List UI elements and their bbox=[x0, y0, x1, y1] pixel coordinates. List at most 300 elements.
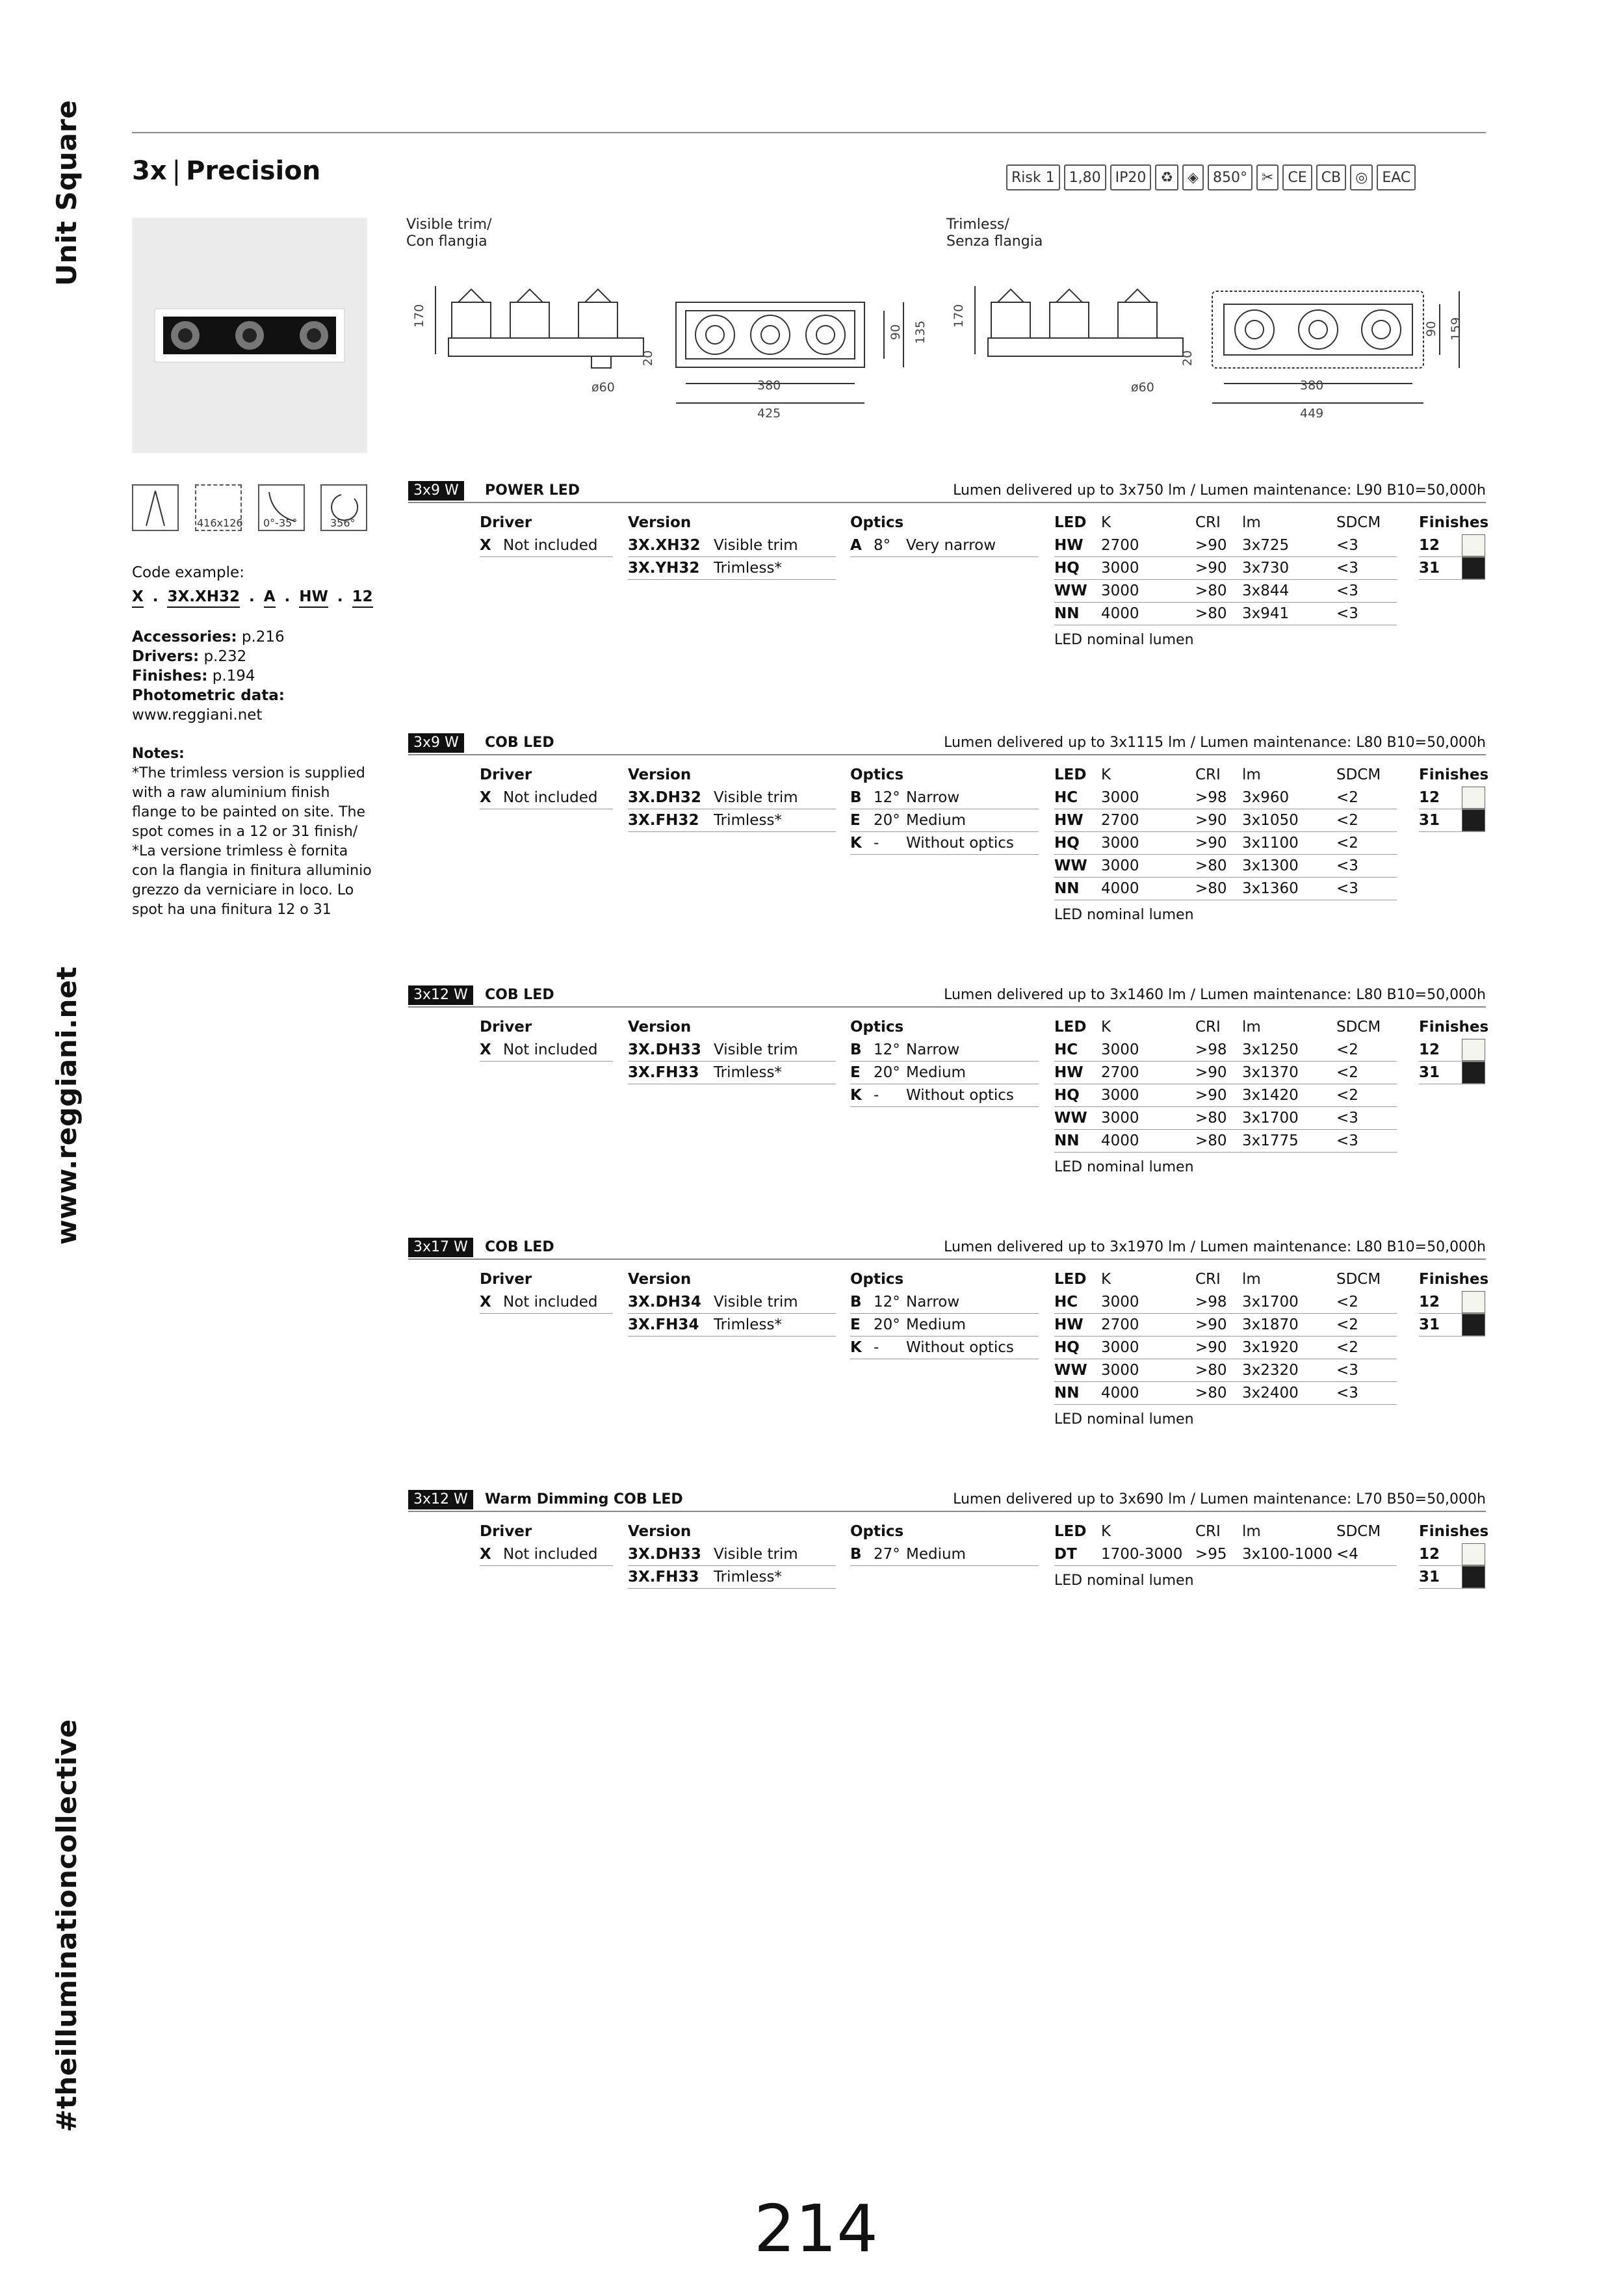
driver-code: X bbox=[480, 1546, 491, 1563]
lumen-info: Lumen delivered up to 3x1115 lm / Lumen maintenance: L80 B10=50,000h bbox=[944, 735, 1486, 751]
led-lm: 3x1100 bbox=[1242, 835, 1299, 852]
cert-icon: ♻ bbox=[1155, 164, 1178, 190]
dim-d60a: ø60 bbox=[591, 380, 615, 395]
version-desc: Trimless* bbox=[714, 560, 782, 577]
led-col-lm: lm bbox=[1242, 1271, 1261, 1288]
finish-swatch bbox=[1462, 787, 1485, 809]
led-lm: 3x1775 bbox=[1242, 1132, 1299, 1149]
finishes-column bbox=[1419, 511, 1489, 580]
optics-angle: 12° bbox=[874, 1294, 900, 1311]
finishes-header: Finishes bbox=[1419, 1271, 1489, 1288]
spec-section bbox=[408, 481, 1489, 648]
dim-h135: 135 bbox=[913, 320, 928, 345]
optics-code: A bbox=[850, 537, 862, 554]
led-k: 2700 bbox=[1101, 812, 1139, 829]
led-sd: <2 bbox=[1336, 1316, 1358, 1333]
driver-code: X bbox=[480, 1041, 491, 1058]
finish-row bbox=[1419, 1543, 1485, 1566]
version-code: 3X.DH32 bbox=[628, 789, 701, 806]
led-c: NN bbox=[1054, 880, 1080, 897]
finish-code: 31 bbox=[1419, 560, 1440, 577]
driver-desc: Not included bbox=[503, 1041, 598, 1058]
led-col-lm: lm bbox=[1242, 514, 1261, 531]
driver-code: X bbox=[480, 1294, 491, 1311]
version-row bbox=[628, 809, 836, 832]
cert-icon: 850° bbox=[1208, 164, 1253, 190]
power-badge: 3x12 W bbox=[408, 985, 473, 1005]
led-row bbox=[1054, 1314, 1397, 1337]
optics-header: Optics bbox=[850, 1019, 904, 1036]
notes bbox=[132, 744, 372, 920]
led-sd: <2 bbox=[1336, 789, 1358, 806]
driver-code: X bbox=[480, 537, 491, 554]
led-cri: >80 bbox=[1195, 1132, 1227, 1149]
led-column bbox=[1054, 511, 1397, 648]
led-k: 3000 bbox=[1101, 582, 1139, 599]
finish-row bbox=[1419, 1566, 1485, 1589]
led-lm: 3x100-1000 bbox=[1242, 1546, 1332, 1563]
led-row bbox=[1054, 557, 1397, 580]
optics-row bbox=[850, 1291, 1039, 1314]
lumen-info: Lumen delivered up to 3x690 lm / Lumen maintenance: L70 B50=50,000h bbox=[953, 1491, 1486, 1507]
dim-h90a: 90 bbox=[889, 324, 903, 341]
led-cri: >98 bbox=[1195, 1041, 1227, 1058]
version-desc: Visible trim bbox=[714, 1546, 798, 1563]
version-row bbox=[628, 1062, 836, 1084]
led-row bbox=[1054, 1084, 1397, 1107]
optics-row bbox=[850, 1084, 1039, 1107]
version-header: Version bbox=[628, 766, 692, 783]
led-sd: <3 bbox=[1336, 537, 1358, 554]
optics-angle: 20° bbox=[874, 812, 900, 829]
finish-row bbox=[1419, 1314, 1485, 1337]
led-lm: 3x1700 bbox=[1242, 1110, 1299, 1127]
optics-angle: 27° bbox=[874, 1546, 900, 1563]
led-row bbox=[1054, 832, 1397, 855]
reference-row bbox=[132, 686, 285, 705]
cert-icon: ✂ bbox=[1256, 164, 1279, 190]
optics-desc: Without optics bbox=[906, 835, 1014, 852]
finishes-column bbox=[1419, 763, 1489, 832]
optics-header: Optics bbox=[850, 1523, 904, 1540]
led-lm: 3x1250 bbox=[1242, 1041, 1299, 1058]
led-c: NN bbox=[1054, 1385, 1080, 1402]
led-row bbox=[1054, 580, 1397, 603]
led-c: HW bbox=[1054, 1064, 1084, 1081]
finish-swatch bbox=[1462, 1543, 1485, 1565]
led-lm: 3x2400 bbox=[1242, 1385, 1299, 1402]
nominal-lumen-note: LED nominal lumen bbox=[1054, 1572, 1194, 1589]
version-desc: Visible trim bbox=[714, 537, 798, 554]
side-tag: #theilluminationcollective bbox=[51, 1719, 83, 2132]
version-desc: Trimless* bbox=[714, 1316, 782, 1333]
optics-code: B bbox=[850, 1041, 862, 1058]
product-image bbox=[132, 218, 367, 453]
dim-d20b: 20 bbox=[1180, 350, 1195, 367]
optics-code: B bbox=[850, 1294, 862, 1311]
led-lm: 3x1420 bbox=[1242, 1087, 1299, 1104]
power-badge: 3x12 W bbox=[408, 1490, 473, 1509]
version-row bbox=[628, 534, 836, 557]
led-col-k: K bbox=[1101, 1019, 1111, 1036]
optics-desc: Without optics bbox=[906, 1339, 1014, 1356]
led-col-sdcm: SDCM bbox=[1336, 766, 1381, 783]
led-k: 3000 bbox=[1101, 560, 1139, 577]
optics-angle: 12° bbox=[874, 789, 900, 806]
led-header bbox=[1054, 1268, 1397, 1291]
visible-trim-label: Visible trim/ Con flangia bbox=[406, 216, 492, 250]
optics-desc: Very narrow bbox=[906, 537, 996, 554]
code-separator: . bbox=[152, 588, 159, 605]
version-code: 3X.FH33 bbox=[628, 1569, 699, 1585]
optics-desc: Medium bbox=[906, 1546, 966, 1563]
dim-w380a: 380 bbox=[757, 378, 781, 393]
led-k: 3000 bbox=[1101, 857, 1139, 874]
version-code: 3X.XH32 bbox=[628, 537, 701, 554]
cert-icon: CB bbox=[1316, 164, 1346, 190]
optics-row bbox=[850, 787, 1039, 809]
led-k: 2700 bbox=[1101, 1064, 1139, 1081]
led-lm: 3x1920 bbox=[1242, 1339, 1299, 1356]
finish-code: 12 bbox=[1419, 789, 1440, 806]
finish-code: 12 bbox=[1419, 1294, 1440, 1311]
led-col-cri: CRI bbox=[1195, 514, 1221, 531]
optics-angle: - bbox=[874, 1339, 879, 1356]
optics-desc: Without optics bbox=[906, 1087, 1014, 1104]
led-col-cri: CRI bbox=[1195, 1523, 1221, 1540]
led-col-sdcm: SDCM bbox=[1336, 1019, 1381, 1036]
led-col-k: K bbox=[1101, 766, 1111, 783]
led-lm: 3x730 bbox=[1242, 560, 1290, 577]
led-sd: <3 bbox=[1336, 605, 1358, 622]
optics-code: E bbox=[850, 1064, 861, 1081]
optics-row bbox=[850, 1062, 1039, 1084]
driver-row bbox=[480, 1291, 613, 1314]
optics-desc: Medium bbox=[906, 1316, 966, 1333]
optics-desc: Narrow bbox=[906, 789, 960, 806]
led-row bbox=[1054, 603, 1397, 625]
finish-swatch bbox=[1462, 1039, 1485, 1061]
spec-section bbox=[408, 733, 1489, 923]
dim-h170b: 170 bbox=[952, 304, 967, 328]
lumen-info: Lumen delivered up to 3x1970 lm / Lumen maintenance: L80 B10=50,000h bbox=[944, 1239, 1486, 1255]
finish-swatch bbox=[1462, 534, 1485, 556]
cert-icon: ◎ bbox=[1350, 164, 1373, 190]
version-header: Version bbox=[628, 514, 692, 531]
reference-row bbox=[132, 627, 285, 647]
led-cri: >98 bbox=[1195, 1294, 1227, 1311]
version-row bbox=[628, 787, 836, 809]
led-lm: 3x1050 bbox=[1242, 812, 1299, 829]
led-col-led: LED bbox=[1054, 1523, 1087, 1540]
led-cri: >80 bbox=[1195, 857, 1227, 874]
dim-d60b: ø60 bbox=[1131, 380, 1154, 395]
driver-column bbox=[480, 1268, 613, 1314]
led-lm: 3x1870 bbox=[1242, 1316, 1299, 1333]
finish-row bbox=[1419, 1062, 1485, 1084]
led-cri: >90 bbox=[1195, 537, 1227, 554]
led-row bbox=[1054, 1107, 1397, 1130]
version-code: 3X.FH34 bbox=[628, 1316, 699, 1333]
led-column bbox=[1054, 1015, 1397, 1175]
led-c: HC bbox=[1054, 789, 1078, 806]
led-cri: >80 bbox=[1195, 605, 1227, 622]
finish-swatch bbox=[1462, 809, 1485, 831]
led-k: 3000 bbox=[1101, 1110, 1139, 1127]
finish-swatch bbox=[1462, 1314, 1485, 1336]
finishes-header: Finishes bbox=[1419, 766, 1489, 783]
led-k: 4000 bbox=[1101, 605, 1139, 622]
cert-icon: IP20 bbox=[1110, 164, 1152, 190]
led-c: HW bbox=[1054, 537, 1084, 554]
finishes-header: Finishes bbox=[1419, 514, 1489, 531]
finishes-column bbox=[1419, 1520, 1489, 1589]
optics-angle: 20° bbox=[874, 1064, 900, 1081]
driver-header: Driver bbox=[480, 1019, 532, 1036]
section-header bbox=[408, 985, 1486, 1008]
led-lm: 3x2320 bbox=[1242, 1362, 1299, 1379]
led-sd: <3 bbox=[1336, 1385, 1358, 1402]
led-cri: >80 bbox=[1195, 880, 1227, 897]
led-column bbox=[1054, 1520, 1397, 1589]
led-c: WW bbox=[1054, 1362, 1087, 1379]
led-sd: <2 bbox=[1336, 1064, 1358, 1081]
version-desc: Trimless* bbox=[714, 1064, 782, 1081]
code-separator: . bbox=[248, 588, 255, 605]
title-main: 3x bbox=[132, 156, 167, 186]
version-row bbox=[628, 1314, 836, 1337]
code-example bbox=[132, 587, 373, 608]
led-col-k: K bbox=[1101, 514, 1111, 531]
optics-row bbox=[850, 1337, 1039, 1359]
led-col-cri: CRI bbox=[1195, 1271, 1221, 1288]
led-column bbox=[1054, 1268, 1397, 1428]
dim-w425: 425 bbox=[757, 406, 781, 421]
cert-icon: ◈ bbox=[1182, 164, 1204, 190]
version-row bbox=[628, 1039, 836, 1062]
led-cri: >80 bbox=[1195, 582, 1227, 599]
finishes-header: Finishes bbox=[1419, 1019, 1489, 1036]
version-row bbox=[628, 1291, 836, 1314]
led-k: 1700-3000 bbox=[1101, 1546, 1183, 1563]
beam-symbol bbox=[132, 484, 179, 531]
code-example-label: Code example: bbox=[132, 564, 244, 581]
driver-column bbox=[480, 1015, 613, 1062]
version-column bbox=[628, 1015, 836, 1084]
dim-w449: 449 bbox=[1300, 406, 1324, 421]
technical-drawings bbox=[406, 267, 1495, 429]
led-c: WW bbox=[1054, 857, 1087, 874]
optics-angle: 20° bbox=[874, 1316, 900, 1333]
power-badge: 3x9 W bbox=[408, 733, 464, 753]
cert-icon: 1,80 bbox=[1064, 164, 1106, 190]
led-c: WW bbox=[1054, 1110, 1087, 1127]
led-cri: >90 bbox=[1195, 560, 1227, 577]
code-separator: . bbox=[337, 588, 343, 605]
reference-row bbox=[132, 666, 285, 686]
section-header bbox=[408, 733, 1486, 755]
top-rule bbox=[132, 132, 1486, 133]
source-type: COB LED bbox=[485, 735, 554, 751]
led-row bbox=[1054, 878, 1397, 900]
version-desc: Visible trim bbox=[714, 1041, 798, 1058]
led-lm: 3x1700 bbox=[1242, 1294, 1299, 1311]
optics-row bbox=[850, 1039, 1039, 1062]
led-sd: <3 bbox=[1336, 1362, 1358, 1379]
driver-row bbox=[480, 534, 613, 557]
led-row bbox=[1054, 787, 1397, 809]
optics-desc: Medium bbox=[906, 812, 966, 829]
led-c: HW bbox=[1054, 1316, 1084, 1333]
led-cri: >98 bbox=[1195, 789, 1227, 806]
page-title: 3x | Precision bbox=[132, 156, 321, 186]
led-c: NN bbox=[1054, 1132, 1080, 1149]
version-code: 3X.DH33 bbox=[628, 1041, 701, 1058]
finishes-column bbox=[1419, 1268, 1489, 1337]
finish-code: 12 bbox=[1419, 1041, 1440, 1058]
version-desc: Trimless* bbox=[714, 812, 782, 829]
version-code: 3X.DH34 bbox=[628, 1294, 701, 1311]
led-col-led: LED bbox=[1054, 766, 1087, 783]
version-code: 3X.YH32 bbox=[628, 560, 700, 577]
led-col-sdcm: SDCM bbox=[1336, 1271, 1381, 1288]
led-sd: <3 bbox=[1336, 1132, 1358, 1149]
driver-desc: Not included bbox=[503, 1294, 598, 1311]
lumen-info: Lumen delivered up to 3x750 lm / Lumen maintenance: L90 B10=50,000h bbox=[953, 482, 1486, 499]
led-col-lm: lm bbox=[1242, 1019, 1261, 1036]
led-cri: >80 bbox=[1195, 1362, 1227, 1379]
driver-desc: Not included bbox=[503, 537, 598, 554]
optics-column bbox=[850, 763, 1039, 855]
dim-h159: 159 bbox=[1449, 317, 1464, 341]
optics-angle: - bbox=[874, 1087, 879, 1104]
led-row bbox=[1054, 1359, 1397, 1382]
led-lm: 3x1370 bbox=[1242, 1064, 1299, 1081]
led-col-k: K bbox=[1101, 1523, 1111, 1540]
finish-row bbox=[1419, 1039, 1485, 1062]
led-c: HQ bbox=[1054, 560, 1080, 577]
tilt-label: 0°-35° bbox=[263, 517, 298, 529]
spec-section bbox=[408, 1490, 1489, 1589]
version-code: 3X.DH33 bbox=[628, 1546, 701, 1563]
driver-header: Driver bbox=[480, 766, 532, 783]
version-column bbox=[628, 763, 836, 832]
dim-d20a: 20 bbox=[641, 350, 656, 367]
certification-icons bbox=[1006, 164, 1416, 190]
led-k: 3000 bbox=[1101, 1294, 1139, 1311]
led-c: HQ bbox=[1054, 1339, 1080, 1356]
driver-header: Driver bbox=[480, 514, 532, 531]
finish-code: 12 bbox=[1419, 1546, 1440, 1563]
optics-desc: Medium bbox=[906, 1064, 966, 1081]
version-row bbox=[628, 1543, 836, 1566]
optics-angle: - bbox=[874, 835, 879, 852]
led-k: 3000 bbox=[1101, 789, 1139, 806]
cert-icon: CE bbox=[1282, 164, 1312, 190]
version-column bbox=[628, 1520, 836, 1589]
optics-code: K bbox=[850, 1087, 862, 1104]
led-sd: <2 bbox=[1336, 1339, 1358, 1356]
led-sd: <3 bbox=[1336, 880, 1358, 897]
power-badge: 3x17 W bbox=[408, 1238, 473, 1257]
led-sd: <3 bbox=[1336, 1110, 1358, 1127]
code-part: 3X.XH32 bbox=[167, 587, 239, 608]
rotation-label: 356° bbox=[330, 517, 356, 529]
finish-code: 12 bbox=[1419, 537, 1440, 554]
optics-column bbox=[850, 511, 1039, 557]
code-part: 12 bbox=[352, 587, 373, 608]
reference-value: p.194 bbox=[212, 668, 255, 685]
led-cri: >90 bbox=[1195, 1316, 1227, 1333]
led-sd: <2 bbox=[1336, 1041, 1358, 1058]
led-k: 3000 bbox=[1101, 1362, 1139, 1379]
led-c: HW bbox=[1054, 812, 1084, 829]
section-header bbox=[408, 1490, 1486, 1512]
led-lm: 3x1300 bbox=[1242, 857, 1299, 874]
reference-key: Photometric data: bbox=[132, 687, 285, 704]
finish-row bbox=[1419, 1291, 1485, 1314]
led-header bbox=[1054, 1015, 1397, 1039]
led-k: 4000 bbox=[1101, 880, 1139, 897]
optics-column bbox=[850, 1520, 1039, 1566]
code-part: X bbox=[132, 587, 144, 608]
led-c: HC bbox=[1054, 1294, 1078, 1311]
led-lm: 3x941 bbox=[1242, 605, 1290, 622]
lumen-info: Lumen delivered up to 3x1460 lm / Lumen maintenance: L80 B10=50,000h bbox=[944, 987, 1486, 1003]
driver-column bbox=[480, 1520, 613, 1566]
version-row bbox=[628, 557, 836, 580]
finishes-column bbox=[1419, 1015, 1489, 1084]
side-web: www.reggiani.net bbox=[51, 966, 83, 1245]
led-k: 3000 bbox=[1101, 835, 1139, 852]
led-c: HC bbox=[1054, 1041, 1078, 1058]
led-column bbox=[1054, 763, 1397, 923]
code-part: HW bbox=[299, 587, 328, 608]
led-k: 3000 bbox=[1101, 1041, 1139, 1058]
led-c: HQ bbox=[1054, 1087, 1080, 1104]
led-sd: <3 bbox=[1336, 582, 1358, 599]
power-badge: 3x9 W bbox=[408, 481, 464, 501]
optics-row bbox=[850, 809, 1039, 832]
driver-code: X bbox=[480, 789, 491, 806]
led-cri: >90 bbox=[1195, 1087, 1227, 1104]
source-type: COB LED bbox=[485, 1239, 554, 1255]
finish-swatch bbox=[1462, 557, 1485, 579]
version-header: Version bbox=[628, 1271, 692, 1288]
finish-swatch bbox=[1462, 1062, 1485, 1084]
optics-column bbox=[850, 1268, 1039, 1359]
led-cri: >90 bbox=[1195, 1064, 1227, 1081]
led-row bbox=[1054, 809, 1397, 832]
version-header: Version bbox=[628, 1523, 692, 1540]
led-cri: >95 bbox=[1195, 1546, 1227, 1563]
finish-code: 31 bbox=[1419, 1316, 1440, 1333]
led-cri: >90 bbox=[1195, 812, 1227, 829]
nominal-lumen-note: LED nominal lumen bbox=[1054, 1411, 1194, 1428]
finishes-header: Finishes bbox=[1419, 1523, 1489, 1540]
driver-desc: Not included bbox=[503, 1546, 598, 1563]
optics-desc: Narrow bbox=[906, 1294, 960, 1311]
dim-h90b: 90 bbox=[1424, 320, 1439, 337]
finish-code: 31 bbox=[1419, 812, 1440, 829]
reference-value: www.reggiani.net bbox=[132, 707, 263, 724]
led-cri: >90 bbox=[1195, 835, 1227, 852]
optics-code: E bbox=[850, 1316, 861, 1333]
cutout-label: 416x126 bbox=[197, 517, 243, 529]
driver-column bbox=[480, 511, 613, 557]
source-type: POWER LED bbox=[485, 482, 580, 499]
source-type: COB LED bbox=[485, 987, 554, 1003]
